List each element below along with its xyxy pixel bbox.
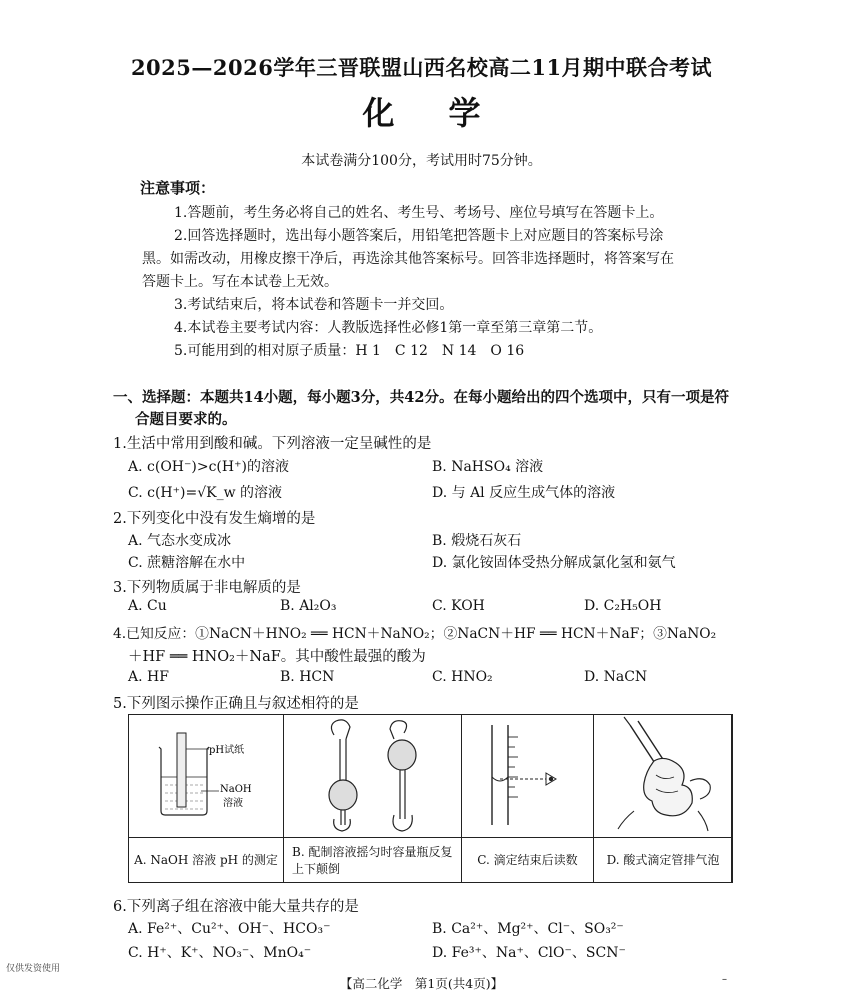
q3-option-b[interactable]: B. Al₂O₃	[280, 598, 337, 614]
q2-option-d[interactable]: D. 氯化铵固体受热分解成氯化氢和氨气	[432, 555, 676, 571]
notice-item: 答题卡上。写在本试卷上无效。	[142, 274, 338, 290]
naoh-label: NaOH	[220, 784, 252, 795]
burette-reading-figure	[462, 715, 594, 837]
question-4-stem: 4.已知反应：①NaCN＋HNO₂ ══ HCN＋NaNO₂；②NaCN＋HF ══ HCN＋NaF；③NaNO₂	[113, 626, 717, 642]
notice-item: 4.本试卷主要考试内容：人教版选择性必修1第一章至第三章第二节。	[174, 320, 603, 336]
notice-item: 黑。如需改动，用橡皮擦干净后，再选涂其他答案标号。回答非选择题时，将答案写在	[142, 251, 674, 267]
q4-option-c[interactable]: C. HNO₂	[432, 669, 493, 685]
q2-option-a[interactable]: A. 气态水变成冰	[128, 533, 232, 549]
section-heading: 一、选择题：本题共14小题，每小题3分，共42分。在每小题给出的四个选项中，只有一项是符	[113, 389, 729, 406]
notice-item: 2.回答选择题时，选出每小题答案后，用铅笔把答题卡上对应题目的答案标号涂	[174, 228, 664, 244]
question-3-stem: 3.下列物质属于非电解质的是	[113, 580, 301, 596]
q1-option-c[interactable]: C. c(H⁺)=√K_w 的溶液	[128, 485, 283, 501]
side-note: 仅供发资使用	[6, 964, 61, 974]
q6-option-b[interactable]: B. Ca²⁺、Mg²⁺、Cl⁻、SO₃²⁻	[432, 921, 624, 937]
burette-bubble-figure	[594, 715, 732, 837]
notice-item: 3.考试结束后，将本试卷和答题卡一并交回。	[174, 297, 454, 313]
question-1-stem: 1.生活中常用到酸和碱。下列溶液一定呈碱性的是	[113, 436, 432, 452]
corner-mark: –	[722, 974, 727, 985]
q6-option-d[interactable]: D. Fe³⁺、Na⁺、ClO⁻、SCN⁻	[432, 945, 626, 961]
ph-paper-label: pH试纸	[209, 745, 245, 756]
q6-option-c[interactable]: C. H⁺、K⁺、NO₃⁻、MnO₄⁻	[128, 945, 312, 961]
page-footer: 【高二化学 第1页(共4页)】	[339, 976, 504, 991]
notice-item: 5.可能用到的相对原子质量：H 1 C 12 N 14 O 16	[174, 343, 525, 359]
q2-option-c[interactable]: C. 蔗糖溶解在水中	[128, 555, 246, 571]
q1-option-d[interactable]: D. 与 Al 反应生成气体的溶液	[432, 485, 616, 501]
q3-option-a[interactable]: A. Cu	[128, 598, 167, 614]
section-heading-cont: 合题目要求的。	[135, 411, 237, 428]
solution-label: 溶液	[223, 798, 243, 809]
q3-option-d[interactable]: D. C₂H₅OH	[584, 598, 662, 614]
exam-note: 本试卷满分100分，考试用时75分钟。	[301, 153, 542, 169]
flask-inversion-figure	[284, 715, 462, 837]
q4-option-b[interactable]: B. HCN	[280, 669, 335, 685]
subject-title: 化学	[362, 94, 535, 132]
q2-option-b[interactable]: B. 煅烧石灰石	[432, 533, 522, 549]
question-4-stem-cont: ＋HF ══ HNO₂＋NaF。其中酸性最强的酸为	[128, 649, 426, 665]
caption-c[interactable]: C. 滴定结束后读数	[462, 838, 594, 883]
notice-heading: 注意事项：	[140, 179, 216, 197]
q6-option-a[interactable]: A. Fe²⁺、Cu²⁺、OH⁻、HCO₃⁻	[128, 921, 331, 937]
q1-option-a[interactable]: A. c(OH⁻)>c(H⁺)的溶液	[128, 459, 289, 475]
question-2-stem: 2.下列变化中没有发生熵增的是	[113, 511, 316, 527]
q4-option-d[interactable]: D. NaCN	[584, 669, 648, 685]
q5-figure-table	[128, 714, 733, 883]
q3-option-c[interactable]: C. KOH	[432, 598, 485, 614]
figure-captions-row	[129, 837, 732, 883]
caption-b[interactable]: B. 配制溶液摇匀时容量瓶反复上下颠倒	[284, 838, 462, 883]
exam-title: 2025—2026学年三晋联盟山西名校高二11月期中联合考试	[130, 55, 713, 80]
notice-item: 1.答题前，考生务必将自己的姓名、考生号、考场号、座位号填写在答题卡上。	[174, 205, 664, 221]
caption-a[interactable]: A. NaOH 溶液 pH 的测定	[129, 838, 284, 883]
question-6-stem: 6.下列离子组在溶液中能大量共存的是	[113, 899, 359, 915]
question-5-stem: 5.下列图示操作正确且与叙述相符的是	[113, 696, 359, 712]
q1-option-b[interactable]: B. NaHSO₄ 溶液	[432, 459, 544, 475]
q4-option-a[interactable]: A. HF	[128, 669, 169, 685]
ph-measurement-figure	[129, 715, 284, 837]
caption-d[interactable]: D. 酸式滴定管排气泡	[606, 853, 720, 867]
